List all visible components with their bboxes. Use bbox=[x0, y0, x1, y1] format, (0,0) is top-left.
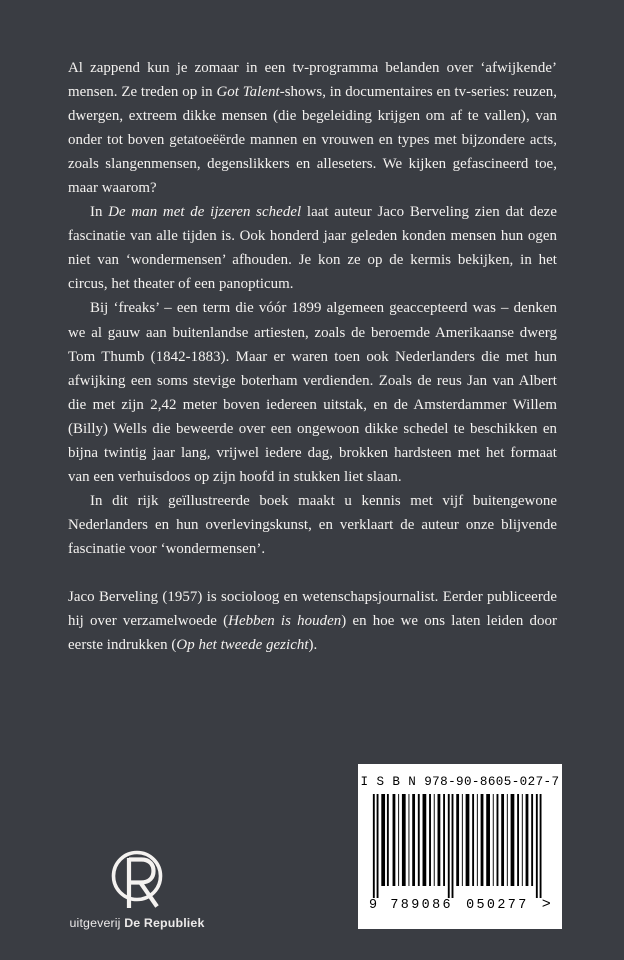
author-bio-paragraph bbox=[68, 585, 557, 657]
publisher-logo-block bbox=[66, 848, 208, 930]
isbn-text: I S B N 978-90-8605-027-7 bbox=[360, 775, 560, 789]
back-cover-blurb bbox=[68, 56, 557, 657]
republiek-r-logo-icon bbox=[105, 848, 169, 912]
author-bio-part-c: ). bbox=[308, 637, 318, 654]
blurb-paragraph-2 bbox=[68, 200, 557, 296]
paragraph-2-italic-title: De man met de ijzeren schedel bbox=[108, 204, 302, 221]
isbn-barcode-block bbox=[358, 764, 562, 929]
publisher-title: De Republiek bbox=[124, 916, 205, 930]
barcode-digit-group-1: 789086 bbox=[390, 898, 453, 913]
author-bio-italic-title-1: Hebben is houden bbox=[228, 613, 342, 630]
paragraph-1-part-b: -shows, in documentaires en tv-series: reuzen, dwergen, extreem dikke mensen (die begeleiding krijgen om af te vallen), van onder tot boven getatoeëërde mannen en vrouwen en types met bijzondere acts, zoals slangenmensen, degenslikkers en alleseters. We kijken gefascineerd toe, maar waarom? bbox=[68, 84, 558, 197]
paragraph-2-part-b: laat auteur Jaco Berveling zien dat deze fascinatie van alle tijden is. Ook honderd jaar geleden konden mensen hun ogen niet van ‘wondermensen’ afhouden. Je kon ze op de kermis bekijken, in het circus, het theater of een panopticum. bbox=[68, 204, 557, 293]
publisher-prefix: uitgeverij bbox=[69, 916, 121, 930]
paragraph-1-italic-title: Got Talent bbox=[216, 84, 280, 101]
author-bio-part-b: ) en hoe we ons laten leiden door eerste indrukken ( bbox=[68, 613, 557, 654]
publisher-name bbox=[66, 916, 208, 930]
author-bio-italic-title-2: Op het tweede gezicht bbox=[176, 637, 309, 654]
author-bio-part-a: Jaco Berveling (1957) is socioloog en wetenschapsjournalist. Eerder publiceerde hij over verzamelwoede ( bbox=[68, 588, 557, 630]
barcode-bars bbox=[371, 794, 549, 898]
blurb-paragraph-4: In dit rijk geïllustreerde boek maakt u kennis met vijf buitengewone Nederlanders en hun overlevingskunst, en verklaart de auteur onze blijvende fascinatie voor ‘wondermensen’. bbox=[68, 492, 557, 557]
barcode-guard-symbol: > bbox=[541, 896, 551, 913]
paragraph-2-part-a: In bbox=[90, 204, 109, 221]
blurb-paragraph-1 bbox=[68, 56, 557, 200]
barcode-digit-group-2: 050277 bbox=[466, 898, 529, 913]
barcode-digits bbox=[369, 896, 551, 913]
barcode-leading-digit: 9 bbox=[369, 898, 378, 913]
paragraph-1-part-a: Al zappend kun je zomaar in een tv-programma belanden over ‘afwijkende’ mensen. Ze treden op in bbox=[68, 60, 557, 101]
blurb-paragraph-3: Bij ‘freaks’ – een term die vóór 1899 algemeen geaccepteerd was – denken we al gauw aan buitenlandse artiesten, zoals de beroemde Amerikaanse dwerg Tom Thumb (1842-1883). Maar er waren toen ook Nederlanders die met hun afwijking een soms stevige boterham verdienden. Zoals de reus Jan van Albert die met zijn 2,42 meter boven iedereen uitstak, en de Amsterdammer Willem (Billy) Wells die beweerde over een ongewoon dikke schedel te beschikken en bijna twintig jaar lang, vrijwel iedere dag, brokken hardsteen met het formaat van een verhuisdoos op zijn hoofd in stukken liet slaan. bbox=[68, 300, 557, 485]
